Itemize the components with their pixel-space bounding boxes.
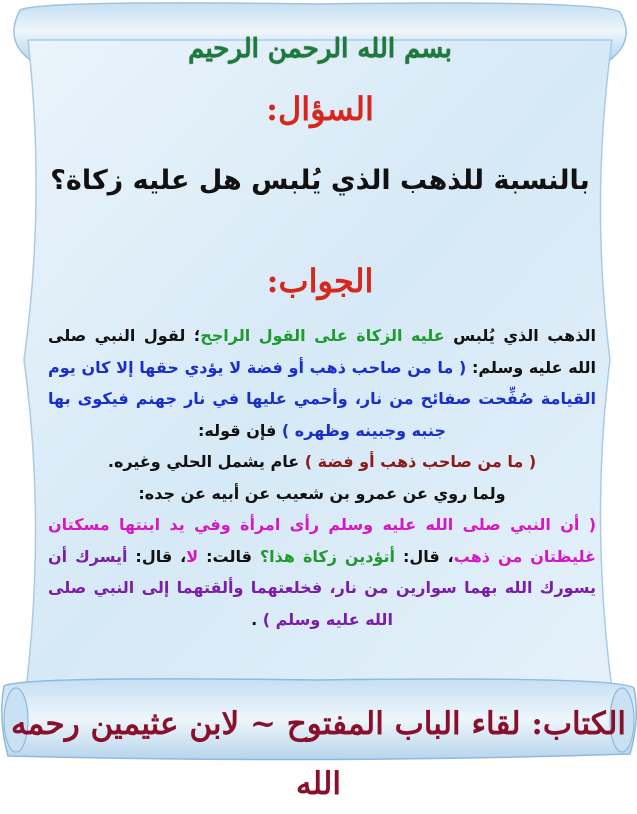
source-footer: الكتاب: لقاء الباب المفتوح ~ لابن عثيمين رحمه الله [10, 706, 627, 802]
hadith-two-question: أتؤدين زكاة هذا؟ [259, 546, 396, 566]
hadith-two-reply: لا [186, 546, 199, 566]
answer-inference: فإن قوله: [198, 420, 282, 440]
hadith-one-quote: ( ما من صاحب ذهب أو فضة ) [304, 452, 537, 471]
answer-intro: الذهب الذي يُلبس [444, 326, 596, 345]
hadith-two-rest: أيسرك أن يسورك الله بهما سوارين من نار، فخلعتهما وألقتهما إلى النبي صلى الله عليه وسلم ) [48, 546, 596, 629]
hadith-one: ( ما من صاحب ذهب أو فضة لا يؤدي حقها إلا كان يوم القيامة صُفِّحت صفائح من نار، وأحمي عليها في نار جهنم فيكوى بها جنبه وجبينه وظهره ) [48, 357, 596, 440]
answer-generality: عام يشمل الحلي وغيره. [107, 452, 305, 471]
answer-body [48, 320, 596, 635]
scroll-content [40, 30, 600, 690]
ruling-highlight: عليه الزكاة على القول الراجح [200, 326, 445, 345]
narration-chain: ولما روي عن عمرو بن شعيب عن أبيه عن جده: [138, 483, 506, 503]
hadith-two: ( أن النبي صلى الله عليه وسلم رأى امرأة وفي يد ابنتها مسكتان غليظتان من ذهب [48, 515, 596, 566]
hadith-two-she-said: قالت: [198, 546, 260, 566]
question-text: بالنسبة للذهب الذي يُلبس هل عليه زكاة؟ [50, 165, 590, 196]
answer-label: الجواب: [266, 262, 374, 300]
question-label: السؤال: [266, 90, 374, 128]
hadith-two-said-again: ، قال: [127, 546, 187, 566]
answer-evidence-intro: ؛ لقول النبي صلى الله عليه وسلم: [48, 326, 596, 377]
hadith-two-said: ، قال: [395, 546, 454, 566]
answer-period: . [251, 609, 263, 629]
basmala-calligraphy: بسم الله الرحمن الرحيم [188, 34, 452, 64]
